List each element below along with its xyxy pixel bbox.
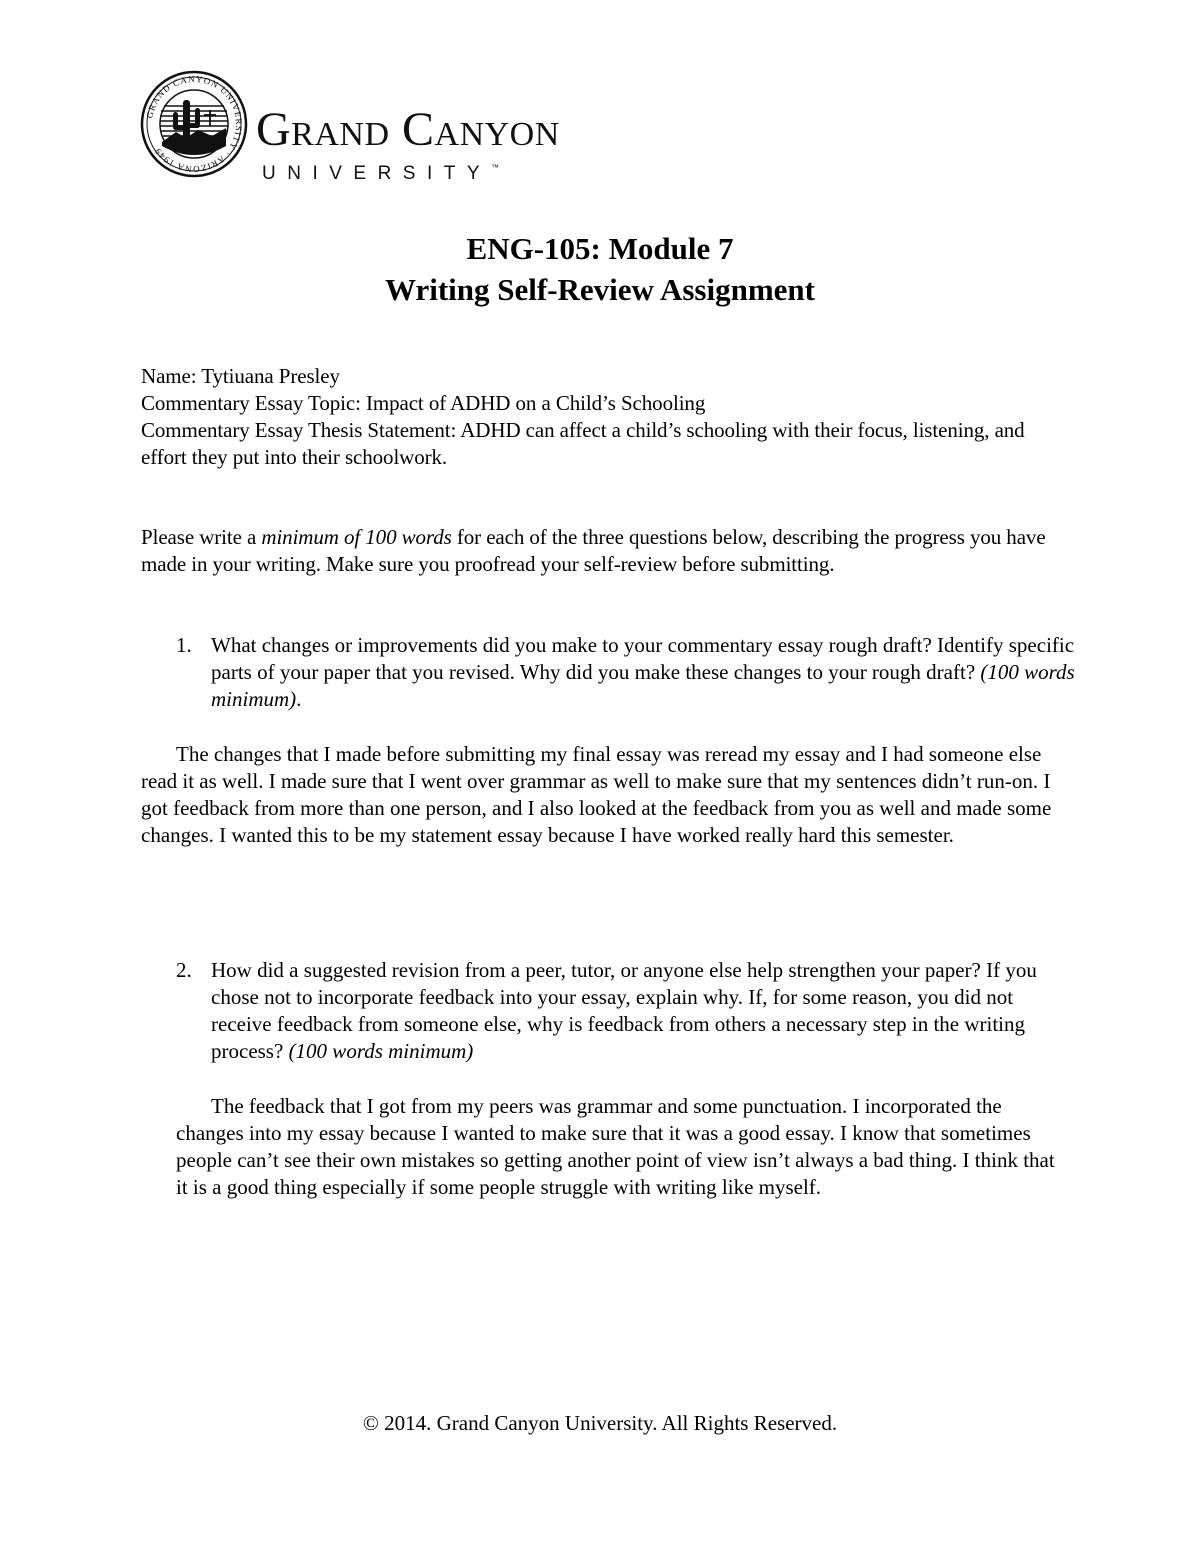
question-2 <box>176 957 1076 1065</box>
question-1 <box>176 632 1076 713</box>
title-line-assignment: Writing Self-Review Assignment <box>385 272 815 307</box>
university-logo <box>140 70 660 184</box>
answer-2: The feedback that I got from my peers was grammar and some punctuation. I incorporated the changes into my essay because I wanted to make sure that it was a good essay. I know that sometimes people can’t see their own mistakes so getting another point of view isn’t always a bad thing. I think that it is a good thing especially if some people struggle with writing like myself. <box>176 1094 1055 1199</box>
wordmark-grand-canyon: Grand Canyon <box>256 103 560 156</box>
word-count-note: (100 words minimum) <box>288 1039 474 1063</box>
student-name: Name: Tytiuana Presley <box>141 364 340 388</box>
wordmark-university: UNIVERSITY™ <box>262 163 500 184</box>
seal-text: GRAND CANYON UNIVERSITY · ARIZONA 1949 <box>144 73 245 175</box>
word-count-note: (100 words minimum) <box>211 660 1075 711</box>
question-number: 2. <box>176 958 192 982</box>
question-text: What changes or improvements did you make to your commentary essay rough draft? Identify specific parts of your paper that you revised. Why did you make these changes to your rough draft? (100 words minimum). <box>211 633 1075 711</box>
university-seal-icon <box>140 70 248 178</box>
trademark-symbol: ™ <box>491 163 500 172</box>
answer-1: The changes that I made before submitting my final essay was reread my essay and I had someone else read it as well. I made sure that I went over grammar as well to make sure that my sentences didn’t run-on. I got feedback from more than one person, and I also looked at the feedback from you as well and made some changes. I wanted this to be my statement essay because I have worked really hard this semester. <box>141 742 1052 847</box>
page-title <box>0 228 1200 310</box>
instructions-paragraph: Please write a minimum of 100 words for each of the three questions below, describing the progress you have made in your writing. Make sure you proofread your self-review before submitting. <box>141 525 1046 576</box>
instructions-emphasis: minimum of 100 words <box>261 525 452 549</box>
question-number: 1. <box>176 633 192 657</box>
question-text: How did a suggested revision from a peer, tutor, or anyone else help strengthen your paper? If you chose not to incorporate feedback into your essay, explain why. If, for some reason, you did not receive feedback from someone else, why is feedback from others a necessary step in the writing process? (100 words minimum) <box>211 958 1037 1063</box>
thesis-statement: Commentary Essay Thesis Statement: ADHD can affect a child’s schooling with their focus, listening, and effort they put into their schoolwork. <box>141 418 1025 469</box>
title-line-course: ENG-105: Module 7 <box>466 231 734 266</box>
essay-topic: Commentary Essay Topic: Impact of ADHD on a Child’s Schooling <box>141 391 706 415</box>
student-info <box>141 363 1061 471</box>
copyright-footer: © 2014. Grand Canyon University. All Rights Reserved. <box>362 1411 838 1435</box>
